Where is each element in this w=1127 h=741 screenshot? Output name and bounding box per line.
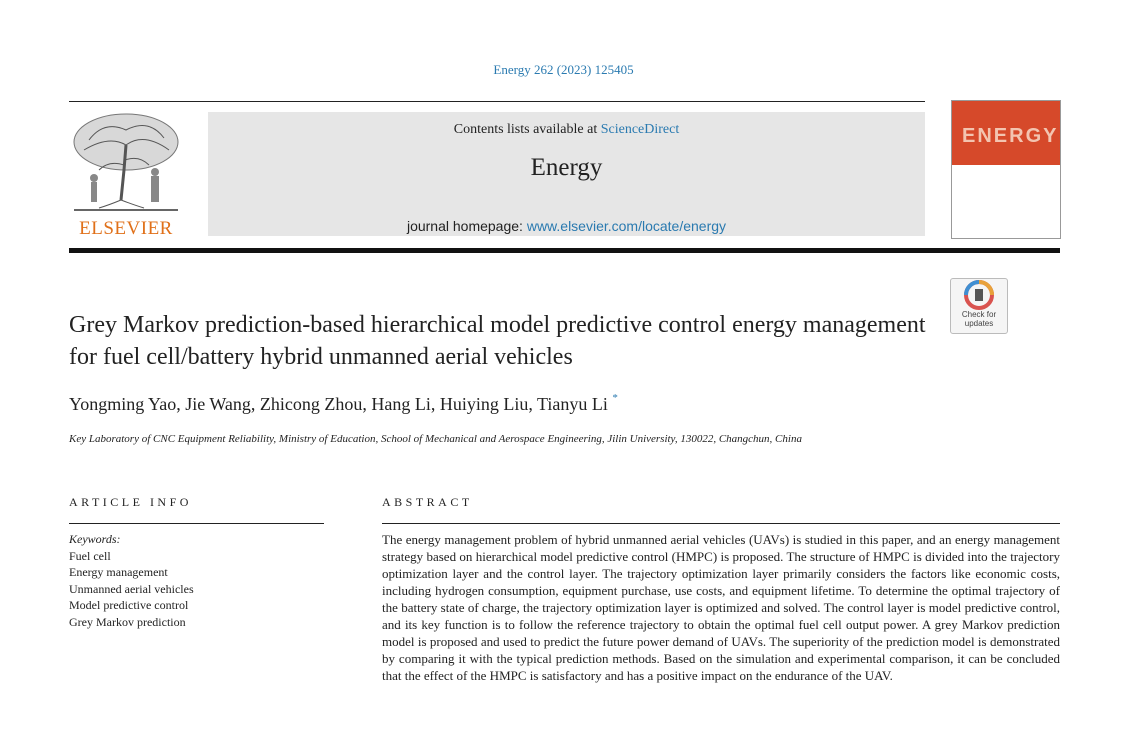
- keywords-block: [69, 531, 194, 630]
- cover-title: ENERGY: [962, 125, 1059, 147]
- homepage-prefix: journal homepage:: [406, 218, 527, 234]
- check-updates-icon: [951, 279, 1007, 311]
- journal-citation[interactable]: Energy 262 (2023) 125405: [493, 62, 634, 77]
- homepage-link[interactable]: www.elsevier.com/locate/energy: [526, 218, 727, 234]
- author-list: [69, 394, 618, 415]
- abstract-heading: ABSTRACT: [382, 495, 473, 509]
- keyword-item: Energy management: [69, 565, 168, 579]
- authors-text[interactable]: Yongming Yao, Jie Wang, Zhicong Zhou, Hang Li, Huiying Liu, Tianyu Li: [69, 394, 608, 414]
- keyword-item: Unmanned aerial vehicles: [69, 581, 194, 596]
- journal-title: Energy: [530, 154, 603, 181]
- journal-masthead: [208, 112, 925, 236]
- keywords-label: Keywords:: [69, 532, 121, 546]
- elsevier-logo[interactable]: [69, 110, 183, 238]
- check-updates-label: Check for updates: [961, 310, 997, 328]
- keyword-item: Fuel cell: [69, 548, 111, 563]
- abstract-rule: [382, 523, 1060, 524]
- elsevier-wordmark: ELSEVIER: [79, 218, 173, 239]
- journal-cover-thumbnail[interactable]: [951, 100, 1061, 239]
- article-info-rule: [69, 523, 324, 524]
- article-info-heading: ARTICLE INFO: [69, 495, 192, 509]
- contents-line: [208, 122, 925, 138]
- corresponding-author-mark[interactable]: *: [612, 392, 618, 404]
- check-for-updates-button[interactable]: [950, 278, 1008, 334]
- header-rule: [69, 101, 925, 102]
- header-divider: [69, 248, 1060, 253]
- sciencedirect-link[interactable]: ScienceDirect: [600, 122, 680, 137]
- article-title: Grey Markov prediction-based hierarchical model predictive control energy management for fuel cell/battery hybrid unmanned aerial vehicles: [69, 312, 926, 370]
- keyword-item: Grey Markov prediction: [69, 614, 186, 629]
- keyword-item: Model predictive control: [69, 598, 189, 612]
- homepage-line: [208, 218, 925, 234]
- contents-prefix: Contents lists available at: [453, 122, 601, 137]
- tree-icon: [69, 110, 183, 214]
- affiliation: Key Laboratory of CNC Equipment Reliability, Ministry of Education, School of Mechanical and Aerospace Engineering, Jilin University, 130022, Changchun, China: [69, 433, 802, 445]
- abstract-text: The energy management problem of hybrid unmanned aerial vehicles (UAVs) is studied in this paper, and an energy management strategy based on hierarchical model predictive control (HMPC) is proposed. The structure of HMPC is divided into the trajectory optimization layer and the control layer. The trajectory optimization layer primarily considers the factors like economic costs, including hydrogen consumption, equipment purchase, use costs, and equipment lifetime. To determine the optimal trajectory of the battery state of charge, the trajectory optimization layer is optimized and solved. The control layer is model predictive control, and its key function is to follow the reference trajectory to obtain the optimal fuel cell output power. A grey Markov prediction model is proposed and used to predict the future power demand of UAVs. The superiority of the prediction model is demonstrated by comparing it with the typical prediction methods. Based on the simulation and experimental comparison, it can be concluded that the effect of the HMPC is satisfactory and has a positive impact on the endurance of the UAV.: [382, 532, 1060, 683]
